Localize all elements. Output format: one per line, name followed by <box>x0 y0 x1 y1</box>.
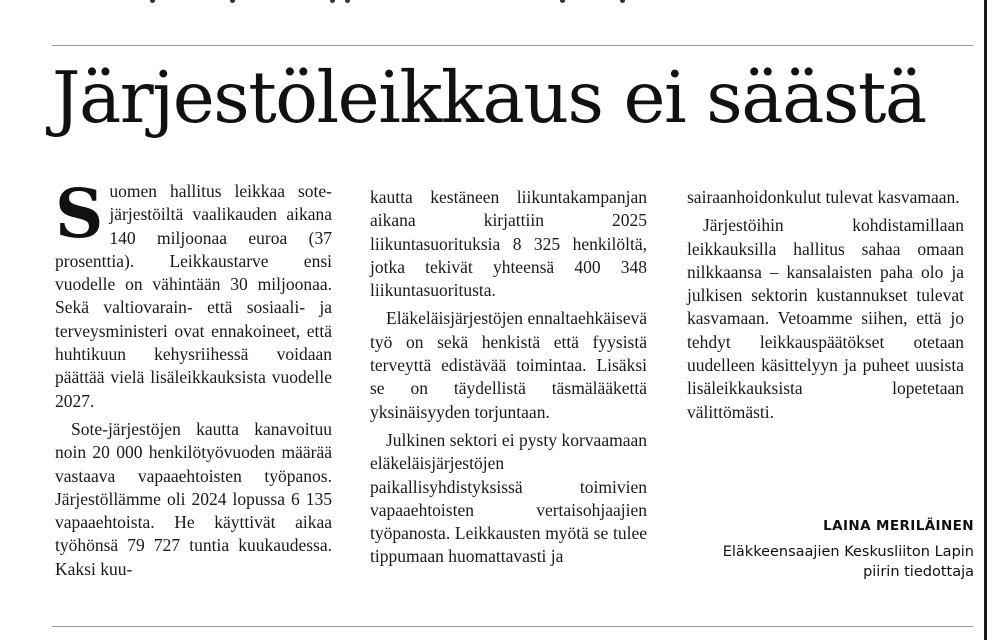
paragraph: Sote-järjestöjen kautta kanavoituu noin 20 000 henkilötyövuoden määrää vastaava vapaaehtoisten työpanos. Järjestöllämme oli 2024 lopussa 6 135 vapaaehtoista. He käyttivät aikaa työhönsä 79 727 tuntia kuukaudessa. Kaksi kuu- <box>55 418 332 579</box>
paragraph: kautta kestäneen liikuntakampanjan aikana kirjattiin 2025 liikuntasuorituksia 8 325 henkilöltä, jotka tekivät yhteensä 400 348 liikuntasuoritusta. <box>370 187 647 301</box>
paragraph: Julkinen sektori ei pysty korvaamaan eläkeläisjärjestöjen paikallisyhdistyksissä toimivien vapaaehtoisten vertaisohjaajien työpanosta. Leikkausten myötä se tulee tippumaan huomattavasti ja <box>370 429 647 567</box>
top-divider <box>52 45 973 46</box>
article-column-3 <box>687 186 964 429</box>
clipped-previous-text <box>0 0 1000 6</box>
drop-cap: S <box>55 174 104 253</box>
paragraph: sairaanhoidonkulut tulevat kasvamaan. <box>687 187 960 207</box>
paragraph-text: uomen hallitus leikkaa sote-järjestöiltä vaalikauden aikana 140 miljoonaa euroa (37 prosenttia). Leikkaustarve ensi vuodelle on vähintään 30 miljoonaa. Sekä valtiovarain- että sosiaali- ja terveysministeri ovat ennakoineet, että huhtikuun kehysriihessä voidaan päättää vielä lisäleikkauksista vuodelle 2027. <box>55 181 332 411</box>
page-edge <box>984 0 987 640</box>
article-column-2 <box>370 186 647 574</box>
author-role-line-2: piirin tiedottaja <box>863 564 974 580</box>
author-name: LAINA MERILÄINEN <box>823 518 974 534</box>
headline: Järjestöleikkaus ei säästä <box>52 56 926 139</box>
author-signature <box>687 516 974 582</box>
author-role-line-1: Eläkkeensaajien Keskusliiton Lapin <box>722 544 974 560</box>
paragraph <box>55 174 332 413</box>
article-column-1 <box>55 174 332 586</box>
paragraph: Järjestöihin kohdistamillaan leikkauksilla hallitus sahaa omaan nilkkaansa – kansalaisten paha olo ja julkisen sektorin kustannukset tulevat kasvamaan. Vetoamme siihen, että jo tehdyt leikkauspäätökset otetaan uudelleen käsittelyyn ja puheet uusista lisäleikkauksista lopetetaan välittömästi. <box>687 215 964 422</box>
bottom-divider <box>52 626 973 627</box>
paragraph: Eläkeläisjärjestöjen ennaltaehkäisevä työ on sekä henkistä että fyysistä terveyttä edistävää toimintaa. Lisäksi se on täydellistä täsmälääkettä yksinäisyyden torjuntaan. <box>370 308 647 422</box>
